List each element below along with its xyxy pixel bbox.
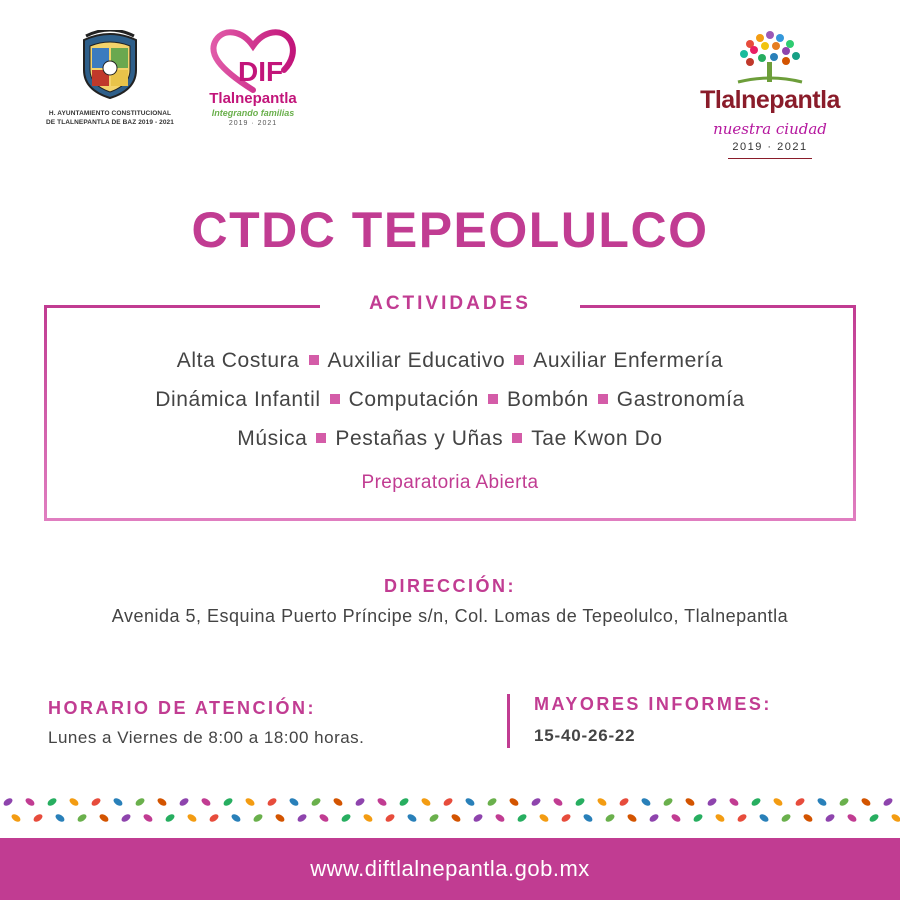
leaf-mark xyxy=(538,813,550,824)
title-part-2: TEPEOLULCO xyxy=(351,202,709,258)
activity-item: Pestañas y Uñas xyxy=(335,427,504,450)
leaf-mark xyxy=(552,797,564,808)
leaf-mark xyxy=(508,797,520,808)
info-divider xyxy=(507,694,510,748)
leaf-mark xyxy=(46,797,58,808)
leaf-mark xyxy=(890,813,900,824)
address-label: DIRECCIÓN: xyxy=(384,576,516,596)
ayuntamiento-line-1: H. AYUNTAMIENTO CONSTITUCIONAL xyxy=(48,110,172,117)
info-label: MAYORES INFORMES: xyxy=(534,694,772,714)
activity-item: Bombón xyxy=(506,388,589,411)
leaf-mark xyxy=(244,797,256,808)
leaf-mark xyxy=(354,797,366,808)
leaf-mark xyxy=(494,813,506,824)
leaf-mark xyxy=(156,797,168,808)
leaf-mark xyxy=(736,813,748,824)
leaf-mark xyxy=(670,813,682,824)
leaf-mark xyxy=(816,797,828,808)
bullet-square-icon xyxy=(330,394,340,404)
activity-extra: Preparatoria Abierta xyxy=(361,472,539,493)
activity-item: Auxiliar Enfermería xyxy=(533,349,724,372)
activities-heading: ACTIVIDADES xyxy=(320,290,580,318)
leaf-mark xyxy=(750,797,762,808)
leaf-mark xyxy=(266,797,278,808)
leaf-mark xyxy=(76,813,88,824)
activity-item: Tae Kwon Do xyxy=(531,427,663,450)
leaf-mark xyxy=(186,813,198,824)
leaf-mark xyxy=(318,813,330,824)
bullet-square-icon xyxy=(488,394,498,404)
leaf-mark xyxy=(824,813,836,824)
leaf-mark xyxy=(662,797,674,808)
leaf-mark xyxy=(340,813,352,824)
leaf-mark xyxy=(692,813,704,824)
address-value: Avenida 5, Esquina Puerto Príncipe s/n, Col. Lomas de Tepeolulco, Tlalnepantla xyxy=(111,606,789,626)
leaf-mark xyxy=(684,797,696,808)
leaf-mark xyxy=(90,797,102,808)
leaf-mark xyxy=(846,813,858,824)
activity-item: Computación xyxy=(348,388,479,411)
leaf-mark xyxy=(142,813,154,824)
tree-logo-icon xyxy=(680,30,860,88)
leaf-mark xyxy=(54,813,66,824)
leaf-mark xyxy=(274,813,286,824)
hours-label: HORARIO DE ATENCIÓN: xyxy=(48,698,316,718)
municipio-logo xyxy=(680,30,860,170)
dif-logo xyxy=(198,28,308,133)
activity-item: Auxiliar Educativo xyxy=(327,349,506,372)
leaf-mark xyxy=(112,797,124,808)
leaf-mark xyxy=(860,797,872,808)
hours-value: Lunes a Viernes de 8:00 a 18:00 horas. xyxy=(48,728,365,747)
leaf-mark xyxy=(516,813,528,824)
leaf-mark xyxy=(530,797,542,808)
bullet-square-icon xyxy=(514,355,524,365)
leaf-mark xyxy=(252,813,264,824)
leaf-mark xyxy=(208,813,220,824)
page-title xyxy=(0,200,900,260)
municipio-rule xyxy=(728,158,812,159)
leaf-mark xyxy=(332,797,344,808)
activities-row-3 xyxy=(0,426,900,452)
activities-row-1 xyxy=(0,348,900,374)
leaf-mark xyxy=(626,813,638,824)
leaf-mark xyxy=(288,797,300,808)
dif-letters: DIF xyxy=(238,56,284,87)
municipio-years: 2019 · 2021 xyxy=(732,141,808,153)
leaf-mark xyxy=(574,797,586,808)
title-part-1: CTDC xyxy=(191,202,337,258)
coat-of-arms-icon xyxy=(78,30,142,100)
leaf-mark xyxy=(596,797,608,808)
leaf-mark xyxy=(98,813,110,824)
leaf-mark xyxy=(582,813,594,824)
footer-url[interactable]: www.diftlalnepantla.gob.mx xyxy=(310,856,590,881)
leaf-mark xyxy=(296,813,308,824)
phone-number: 15-40-26-22 xyxy=(534,726,636,745)
leaf-mark xyxy=(838,797,850,808)
bullet-square-icon xyxy=(512,433,522,443)
leaf-mark xyxy=(428,813,440,824)
dif-years: 2019 · 2021 xyxy=(228,120,278,127)
leaf-mark xyxy=(714,813,726,824)
leaf-mark xyxy=(882,797,894,808)
leaf-mark xyxy=(10,813,22,824)
leaf-mark xyxy=(868,813,880,824)
leaf-mark xyxy=(618,797,630,808)
leaf-mark xyxy=(222,797,234,808)
leaf-mark xyxy=(398,797,410,808)
leaf-mark xyxy=(464,797,476,808)
dif-city: Tlalnepantla xyxy=(209,90,297,107)
leaf-mark xyxy=(648,813,660,824)
leaf-mark xyxy=(376,797,388,808)
leaf-mark xyxy=(560,813,572,824)
leaf-mark xyxy=(640,797,652,808)
bullet-square-icon xyxy=(598,394,608,404)
dif-tagline: Integrando familias xyxy=(211,108,295,118)
leaf-mark xyxy=(780,813,792,824)
leaf-mark xyxy=(200,797,212,808)
leaf-mark xyxy=(134,797,146,808)
leaf-mark xyxy=(2,797,14,808)
leaf-mark xyxy=(68,797,80,808)
activity-item: Gastronomía xyxy=(616,388,745,411)
municipio-subtitle: nuestra ciudad xyxy=(713,120,827,138)
leaf-mark xyxy=(802,813,814,824)
bullet-square-icon xyxy=(316,433,326,443)
leaf-mark xyxy=(472,813,484,824)
leaf-mark xyxy=(384,813,396,824)
activities-row-2 xyxy=(0,387,900,413)
leaf-mark xyxy=(310,797,322,808)
leaf-mark xyxy=(24,797,36,808)
leaf-mark xyxy=(420,797,432,808)
leaf-mark xyxy=(32,813,44,824)
leaf-pattern-icon xyxy=(0,790,900,830)
activity-item: Alta Costura xyxy=(176,349,300,372)
leaf-mark xyxy=(758,813,770,824)
leaf-mark xyxy=(442,797,454,808)
leaf-mark xyxy=(486,797,498,808)
leaf-mark xyxy=(706,797,718,808)
leaf-mark xyxy=(772,797,784,808)
municipio-name: Tlalnepantla xyxy=(700,86,840,114)
ayuntamiento-logo xyxy=(40,30,180,130)
leaf-mark xyxy=(604,813,616,824)
leaf-mark xyxy=(450,813,462,824)
leaf-mark xyxy=(164,813,176,824)
ayuntamiento-line-2: DE TLALNEPANTLA DE BAZ 2019 - 2021 xyxy=(45,119,174,126)
leaf-mark xyxy=(120,813,132,824)
leaf-mark xyxy=(406,813,418,824)
activity-item: Dinámica Infantil xyxy=(155,388,321,411)
activity-item: Música xyxy=(237,427,308,450)
leaf-mark xyxy=(230,813,242,824)
bullet-square-icon xyxy=(309,355,319,365)
leaf-mark xyxy=(362,813,374,824)
leaf-mark xyxy=(178,797,190,808)
leaf-mark xyxy=(728,797,740,808)
leaf-mark xyxy=(794,797,806,808)
